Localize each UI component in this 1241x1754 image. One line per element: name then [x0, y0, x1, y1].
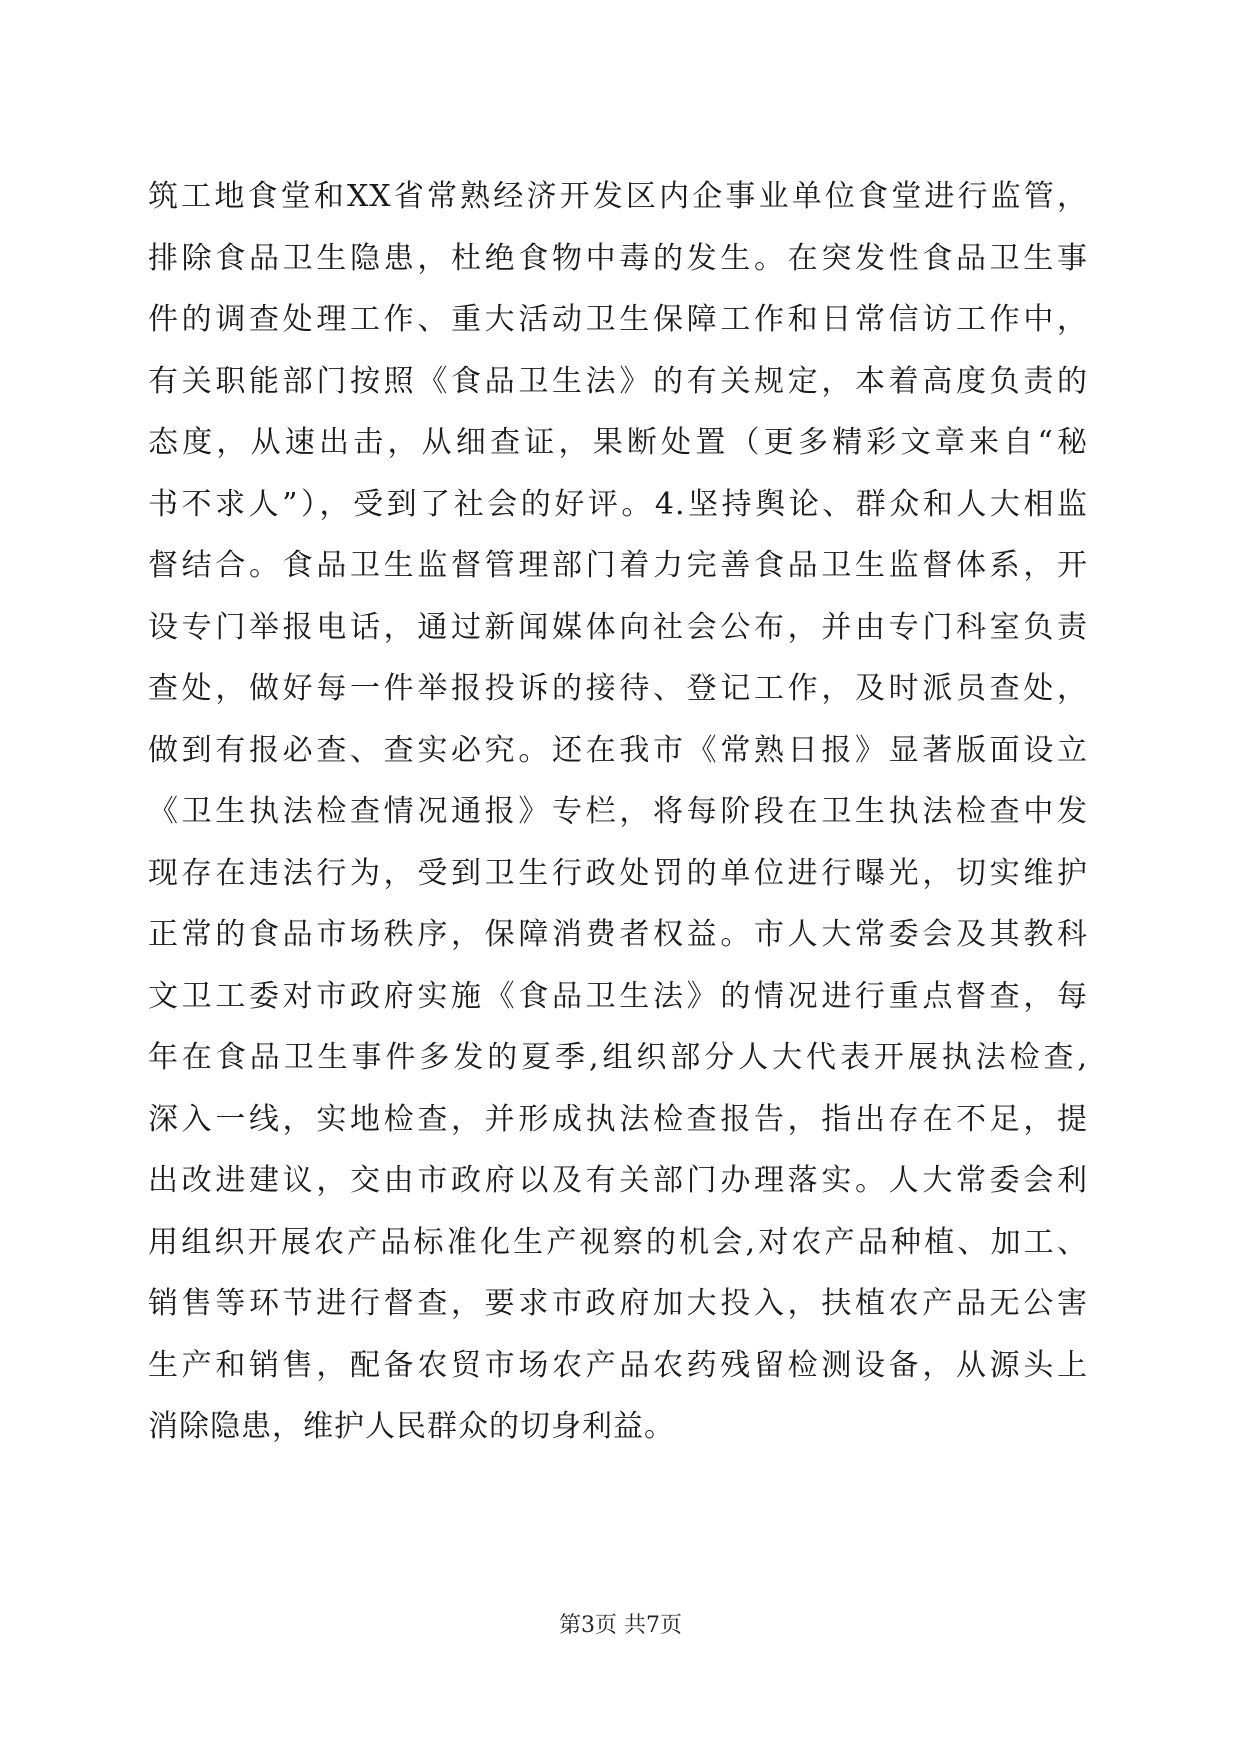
text-line: 正常的食品市场秩序，保障消费者权益。市人大常委会及其教科 — [148, 917, 1088, 952]
text-line: 《卫生执法检查情况通报》专栏，将每阶段在卫生执法检查中发 — [148, 794, 1088, 829]
text-line: 件的调查处理工作、重大活动卫生保障工作和日常信访工作中， — [148, 302, 1088, 337]
text-line: 出改进建议，交由市政府以及有关部门办理落实。人大常委会利 — [148, 1163, 1088, 1198]
text-line: 做到有报必查、查实必究。还在我市《常熟日报》显著版面设立 — [148, 732, 1088, 768]
text-line: 深入一线，实地检查，并形成执法检查报告，指出存在不足，提 — [148, 1101, 1088, 1137]
text-line: 排除食品卫生隐患，杜绝食物中毒的发生。在突发性食品卫生事 — [148, 240, 1088, 276]
text-line: 生产和销售，配备农贸市场农产品农药残留检测设备，从源头上 — [148, 1347, 1088, 1383]
text-line-last: 消除隐患，维护人民群众的切身利益。 — [148, 1409, 675, 1444]
text-line: 文卫工委对市政府实施《食品卫生法》的情况进行重点督查，每 — [148, 978, 1088, 1014]
text-line: 查处，做好每一件举报投诉的接待、登记工作，及时派员查处， — [148, 671, 1088, 706]
text-line: 督结合。食品卫生监督管理部门着力完善食品卫生监督体系，开 — [148, 548, 1088, 583]
text-line: 用组织开展农产品标准化生产视察的机会,对农产品种植、加工、 — [148, 1224, 1088, 1260]
text-line: 设专门举报电话，通过新闻媒体向社会公布，并由专门科室负责 — [148, 609, 1088, 645]
text-line: 态度，从速出击，从细查证，果断处置（更多精彩文章来自“秘 — [148, 425, 1088, 460]
text-line: 筑工地食堂和XX省常熟经济开发区内企事业单位食堂进行监管， — [148, 179, 1088, 214]
text-line: 书不求人”），受到了社会的好评。4.坚持舆论、群众和人大相监 — [148, 486, 1088, 522]
page-footer: 第3页 共7页 — [559, 1613, 682, 1638]
body-text — [148, 166, 1088, 1458]
text-line: 年在食品卫生事件多发的夏季,组织部分人大代表开展执法检查, — [148, 1040, 1088, 1075]
text-line: 现存在违法行为，受到卫生行政处罚的单位进行曝光，切实维护 — [148, 855, 1088, 891]
text-line: 有关职能部门按照《食品卫生法》的有关规定，本着高度负责的 — [148, 363, 1088, 399]
text-line: 销售等环节进行督查，要求市政府加大投入，扶植农产品无公害 — [148, 1286, 1088, 1321]
